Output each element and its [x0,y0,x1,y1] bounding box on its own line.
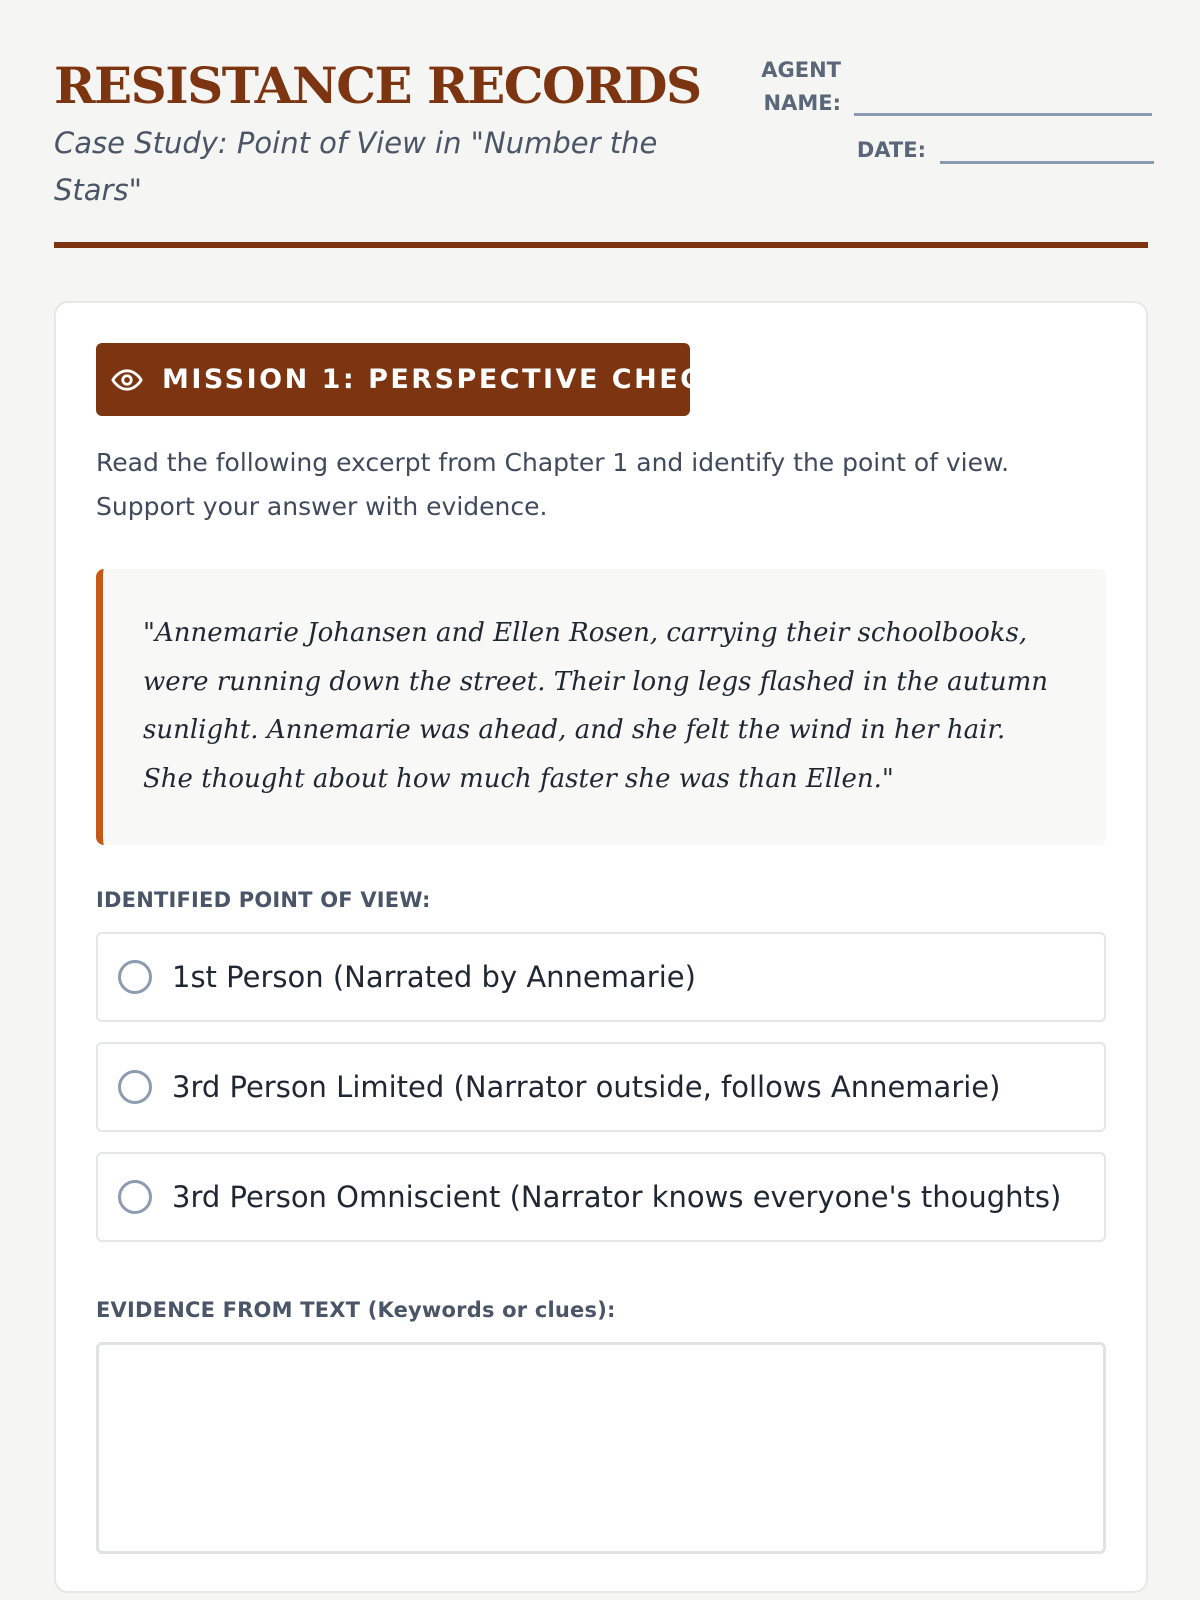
pov-option-third-omniscient[interactable] [96,1152,1106,1242]
date-field[interactable] [856,134,1154,167]
option-label: 3rd Person Omniscient (Narrator knows everyone's thoughts) [172,1180,1062,1214]
page-title: RESISTANCE RECORDS [54,56,701,115]
agent-name-field[interactable] [757,54,1152,120]
pov-option-third-limited[interactable] [96,1042,1106,1132]
option-label: 3rd Person Limited (Narrator outside, follows Annemarie) [172,1070,1001,1104]
evidence-label: EVIDENCE FROM TEXT (Keywords or clues): [96,1298,616,1322]
mission-title: MISSION 1: PERSPECTIVE CHECK [162,364,726,395]
evidence-textarea[interactable] [96,1342,1106,1554]
pov-label: IDENTIFIED POINT OF VIEW: [96,888,431,912]
date-label: DATE: [856,138,926,162]
pov-option-first-person[interactable] [96,932,1106,1022]
option-label: 1st Person (Narrated by Annemarie) [172,960,696,994]
radio-button[interactable] [118,1070,152,1104]
radio-button[interactable] [118,960,152,994]
excerpt-quote [96,569,1106,845]
worksheet-header [54,50,1148,248]
excerpt-text: "Annemarie Johansen and Ellen Rosen, carrying their schoolbooks, were running down the street. Their long legs flashed in the autumn sunlight. Annemarie was ahead, and she felt the wind in her hair. She thought about how much faster she was than Ellen." [143,618,1049,794]
radio-button[interactable] [118,1180,152,1214]
mission-badge [96,343,726,416]
agent-name-label: AGENT NAME: [761,58,841,115]
mission-instructions: Read the following excerpt from Chapter 1 and identify the point of view. Support your answer with evidence. [96,448,1010,521]
page-subtitle: Case Study: Point of View in "Number the Stars" [54,126,658,207]
mission-card [54,301,1148,1593]
date-input-line[interactable] [940,161,1154,164]
agent-name-input-line[interactable] [854,113,1152,116]
eye-icon [110,363,144,397]
